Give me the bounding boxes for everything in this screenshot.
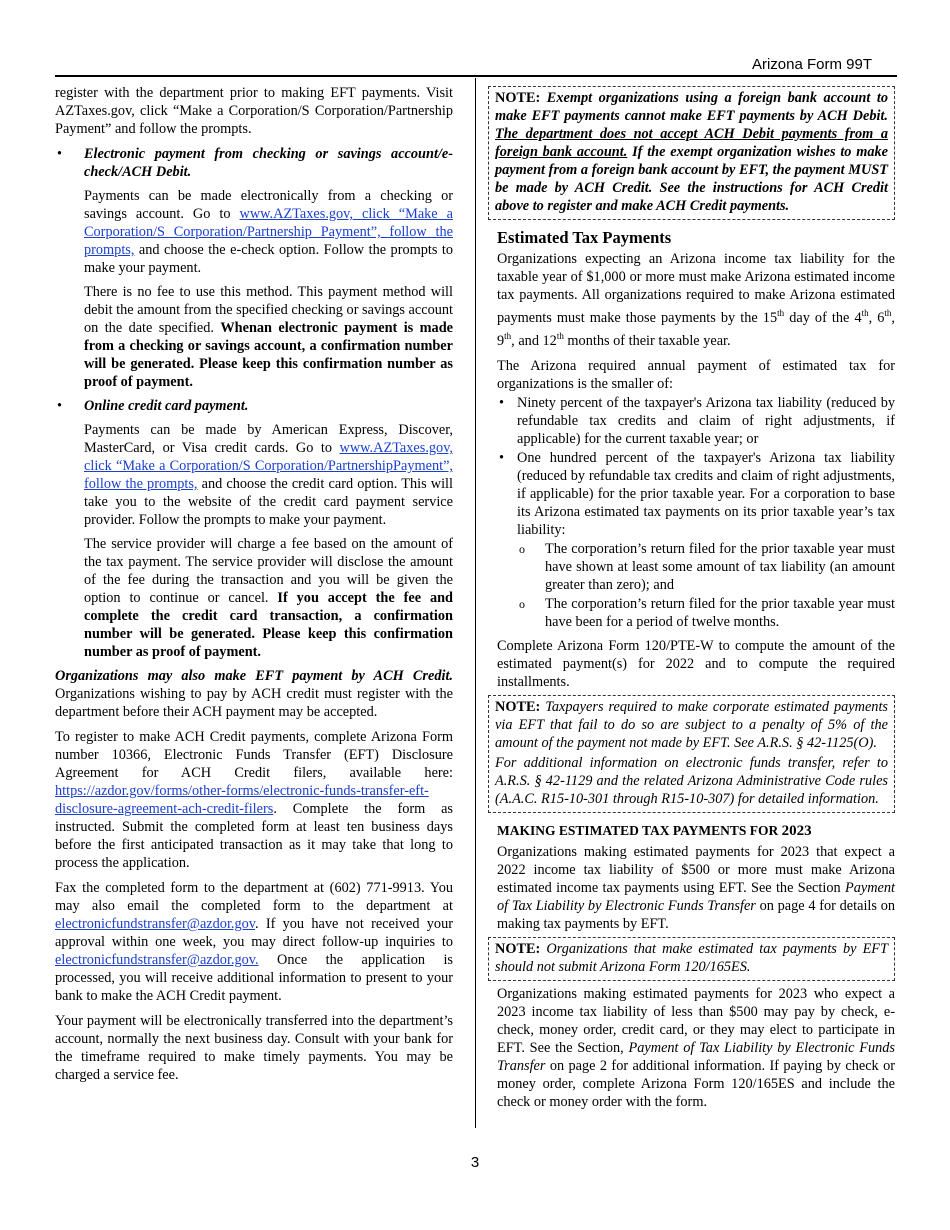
credit-card-details	[84, 421, 453, 661]
fax-paragraph: Fax the completed form to the department at (602) 771-9913. You may also email the completed form to the department at electronicfundstransfer@azdor.gov. If you have not received your approval within one week, you may direct follow-up inquiries to electronicfundstransfer@azdor.gov. Once the application is processed, you will receive additional information to present to your bank to make the ACH Credit payment.	[55, 880, 453, 1004]
note-penalty: NOTE: Taxpayers required to make corporate estimated payments via EFT that fail to do so are subject to a penalty of 5% of the amount of the payment not made by EFT. See A.R.S. § 42-1125(O). For additional information on electronic funds transfer, refer to A.R.S. § 42-1129 and the related Arizona Administrative Code rules (A.A.C. R15-10-301 through R15-10-307) for detailed information.	[488, 695, 895, 813]
intro-paragraph: register with the department prior to making EFT payments. Visit AZTaxes.gov, click “Make a Corporation/S Corporation/Partnership Payment” and follow the prompts.	[55, 85, 453, 137]
form-title: Arizona Form 99T	[751, 56, 872, 73]
note-eft-form: NOTE: Organizations that make estimated tax payments by EFT should not submit Arizona Form 120/165ES.	[488, 937, 895, 981]
page-number: 3	[470, 1154, 480, 1171]
note-foreign-bank: NOTE: Exempt organizations using a foreign bank account to make EFT payments cannot make EFT payments by ACH Debit. The department does not accept ACH Debit payments from a foreign bank account. If the exempt organization wishes to make payment from a foreign bank account by EFT, the payment MUST be made by ACH Credit. See the instructions for ACH Credit above to register and make ACH Credit payments.	[488, 86, 895, 220]
bullet-echeck-title: Electronic payment from checking or savings account/e-check/ACH Debit.	[84, 146, 453, 180]
echeck-paragraph-1: Payments can be made electronically from a checking or savings account. Go to www.AZTaxes.gov, click “Make a Corporation/S Corporation/Partnership Payment”, follow the prompts, and choose the e-check option. Follow the prompts to make your payment.	[84, 188, 453, 276]
aztaxes-credit-card-link[interactable]: www.AZTaxes.gov, click “Make a Corporation/S Corporation/PartnershipPayment”, follow the prompts,	[84, 440, 453, 492]
sub-bullet-2: o The corporation’s return filed for the prior taxable year must have been for a period of twelve months.	[519, 595, 895, 630]
right-column	[497, 84, 895, 1118]
credit-card-paragraph-2: The service provider will charge a fee based on the amount of the tax payment. The service provider will disclose the amount of the fee during the transaction and you will be given the option to continue or cancel. If you accept the fee and complete the credit card transaction, a confirmation number will be generated. Please keep this confirmation number as proof of payment.	[84, 536, 453, 660]
email-link-2[interactable]: electronicfundstransfer@azdor.gov.	[55, 952, 259, 968]
column-divider	[475, 78, 476, 1128]
estimated-tax-paragraph-1: Organizations expecting an Arizona income tax liability for the taxable year of $1,000 or more must make Arizona estimated income tax payments. All organizations required to make Arizona estimated payments must make those payments by the 15th day of the 4th, 6th, 9th, and 12th months of their taxable year.	[497, 251, 895, 349]
bullet-hundred-percent: • One hundred percent of the taxpayer's Arizona tax liability (reduced by refundable tax credits and claim of right adjustments, if applicable) for the prior taxable year. For a corporation to base its Arizona estimated tax payments on its prior taxable year’s tax liability:	[499, 449, 895, 538]
final-paragraph: Your payment will be electronically transferred into the department’s account, normally the next business day. Consult with your bank for the timeframe required to make timely payments. You may be charged a service fee.	[55, 1013, 453, 1083]
credit-card-paragraph-1: Payments can be made by American Express, Discover, MasterCard, or Visa credit cards. Go to www.AZTaxes.gov, click “Make a Corporation/S Corporation/PartnershipPayment”, follow the prompts, and choose the credit card option. This will take you to the website of the credit card payment service provider. Follow the prompts to make your payment.	[84, 422, 453, 528]
making-payments-heading: MAKING ESTIMATED TAX PAYMENTS FOR 2023	[497, 822, 812, 839]
bullet-dot: •	[57, 398, 63, 414]
estimated-tax-heading: Estimated Tax Payments	[497, 228, 672, 247]
estimated-tax-paragraph-3: Complete Arizona Form 120/PTE-W to compute the amount of the estimated payment(s) for 2022 and to compute the required installments.	[497, 637, 895, 690]
bullet-credit-card-title: Online credit card payment.	[84, 398, 249, 414]
bullet-echeck	[55, 145, 453, 181]
echeck-details	[84, 187, 453, 391]
email-link-1[interactable]: electronicfundstransfer@azdor.gov	[55, 916, 256, 932]
register-paragraph: To register to make ACH Credit payments, complete Arizona Form number 10366, Electronic Funds Transfer (EFT) Disclosure Agreement for ACH Credit filers, available here: https://azdor.gov/forms/other-forms/electronic-funds-transfer-eft-disclosure-agreement-ach-credit-filers. Complete the form as instructed. Submit the completed form at least ten business days before the first anticipated transaction as it may take that long to process the application.	[55, 729, 453, 871]
bullet-credit-card	[55, 397, 453, 415]
echeck-paragraph-2: There is no fee to use this method. This payment method will debit the amount from the specified checking or savings account on the date specified. Whenan electronic payment is made from a checking or savings account, a confirmation number will be generated. Please keep this confirmation number as proof of payment.	[84, 284, 453, 390]
ach-form-link[interactable]: https://azdor.gov/forms/other-forms/electronic-funds-transfer-eft-disclosure-agreement-ach-credit-filers	[55, 783, 429, 817]
header-rule	[55, 75, 897, 77]
aztaxes-echeck-link[interactable]: www.AZTaxes.gov, click “Make a Corporation/S Corporation/Partnership Payment”, follow the prompts,	[84, 206, 453, 258]
estimated-tax-paragraph-2: The Arizona required annual payment of estimated tax for organizations is the smaller of:	[497, 357, 895, 392]
bullet-ninety-percent: • Ninety percent of the taxpayer's Arizona tax liability (reduced by refundable tax credits and claim of right adjustments, if applicable) for the current taxable year; or	[499, 394, 895, 447]
making-payments-paragraph-2: Organizations making estimated payments for 2023 who expect a 2023 income tax liability of less than $500 may pay by check, e-check, money order, credit card, or they may elect to participate in EFT. See the Section, Payment of Tax Liability by Electronic Funds Transfer on page 2 for additional information. If paying by check or money order, complete Arizona Form 120/165ES and include the check or money order with the form.	[497, 985, 895, 1110]
left-column	[55, 84, 453, 1091]
sub-bullet-1: o The corporation’s return filed for the prior taxable year must have shown at least some amount of tax liability (an amount greater than zero); and	[519, 540, 895, 593]
bullet-dot: •	[57, 146, 63, 162]
ach-credit-paragraph: Organizations may also make EFT payment by ACH Credit. Organizations wishing to pay by ACH credit must register with the department before their ACH payment may be accepted.	[55, 668, 453, 720]
making-payments-paragraph-1: Organizations making estimated payments for 2023 that expect a 2022 income tax liability of $500 or more must make Arizona estimated income tax payments using EFT. See the Section Payment of Tax Liability by Electronic Funds Transfer on page 4 for details on making tax payments by EFT.	[497, 843, 896, 932]
